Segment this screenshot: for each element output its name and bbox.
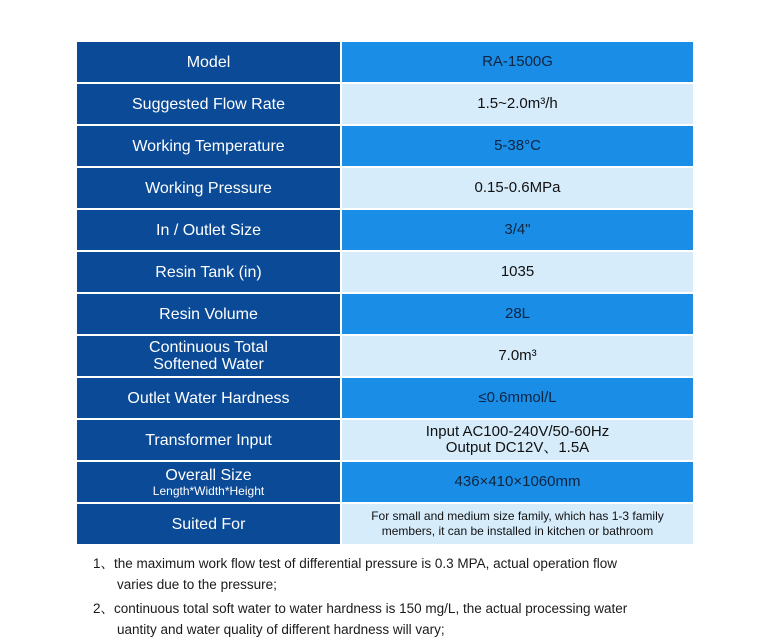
row-value: 0.15-0.6MPa bbox=[342, 168, 693, 208]
table-row bbox=[77, 420, 693, 462]
row-value: 7.0m³ bbox=[342, 336, 693, 376]
table-row bbox=[77, 294, 693, 336]
row-value: 1035 bbox=[342, 252, 693, 292]
row-label: Model bbox=[77, 42, 342, 82]
row-label bbox=[77, 462, 342, 502]
row-value: 1.5~2.0m³/h bbox=[342, 84, 693, 124]
row-label: Working Temperature bbox=[77, 126, 342, 166]
row-label-line: Overall Size bbox=[165, 466, 252, 484]
row-value: 436×410×1060mm bbox=[342, 462, 693, 502]
row-value bbox=[342, 504, 693, 544]
row-value: RA-1500G bbox=[342, 42, 693, 82]
footnote bbox=[93, 553, 733, 595]
row-value: 3/4" bbox=[342, 210, 693, 250]
row-label-line: Softened Water bbox=[153, 356, 264, 373]
table-row bbox=[77, 336, 693, 378]
row-label: In / Outlet Size bbox=[77, 210, 342, 250]
table-row bbox=[77, 126, 693, 168]
row-value: 28L bbox=[342, 294, 693, 334]
table-row bbox=[77, 462, 693, 504]
row-label: Resin Volume bbox=[77, 294, 342, 334]
table-row bbox=[77, 42, 693, 84]
table-row bbox=[77, 168, 693, 210]
table-row bbox=[77, 84, 693, 126]
row-label: Resin Tank (in) bbox=[77, 252, 342, 292]
row-label: Outlet Water Hardness bbox=[77, 378, 342, 418]
row-label: Transformer Input bbox=[77, 420, 342, 460]
row-value-line: Output DC12V、1.5A bbox=[445, 439, 590, 456]
footnote-line: 1、the maximum work flow test of differential pressure is 0.3 MPA, actual operation flow bbox=[93, 556, 617, 571]
row-label: Working Pressure bbox=[77, 168, 342, 208]
spec-table bbox=[77, 42, 693, 544]
row-value-line: For small and medium size family, which has 1-3 family bbox=[371, 509, 664, 523]
footnotes bbox=[93, 553, 733, 643]
row-label-line: Length*Width*Height bbox=[152, 483, 265, 498]
footnote bbox=[93, 598, 733, 640]
row-label: Suited For bbox=[77, 504, 342, 544]
row-value bbox=[342, 420, 693, 460]
row-label bbox=[77, 336, 342, 376]
table-row bbox=[77, 210, 693, 252]
row-value-line: members, it can be installed in kitchen or bathroom bbox=[381, 524, 654, 538]
footnote-line: uantity and water quality of different hardness will vary; bbox=[117, 622, 445, 637]
footnote-line: varies due to the pressure; bbox=[117, 577, 277, 592]
row-value: ≤0.6mmol/L bbox=[342, 378, 693, 418]
table-row bbox=[77, 378, 693, 420]
row-label-line: Continuous Total bbox=[149, 339, 268, 356]
row-value-line: Input AC100-240V/50-60Hz bbox=[425, 423, 610, 440]
table-row bbox=[77, 252, 693, 294]
footnote-line: 2、continuous total soft water to water hardness is 150 mg/L, the actual processing water bbox=[93, 601, 628, 616]
row-label: Suggested Flow Rate bbox=[77, 84, 342, 124]
row-value: 5-38°C bbox=[342, 126, 693, 166]
table-row bbox=[77, 504, 693, 544]
